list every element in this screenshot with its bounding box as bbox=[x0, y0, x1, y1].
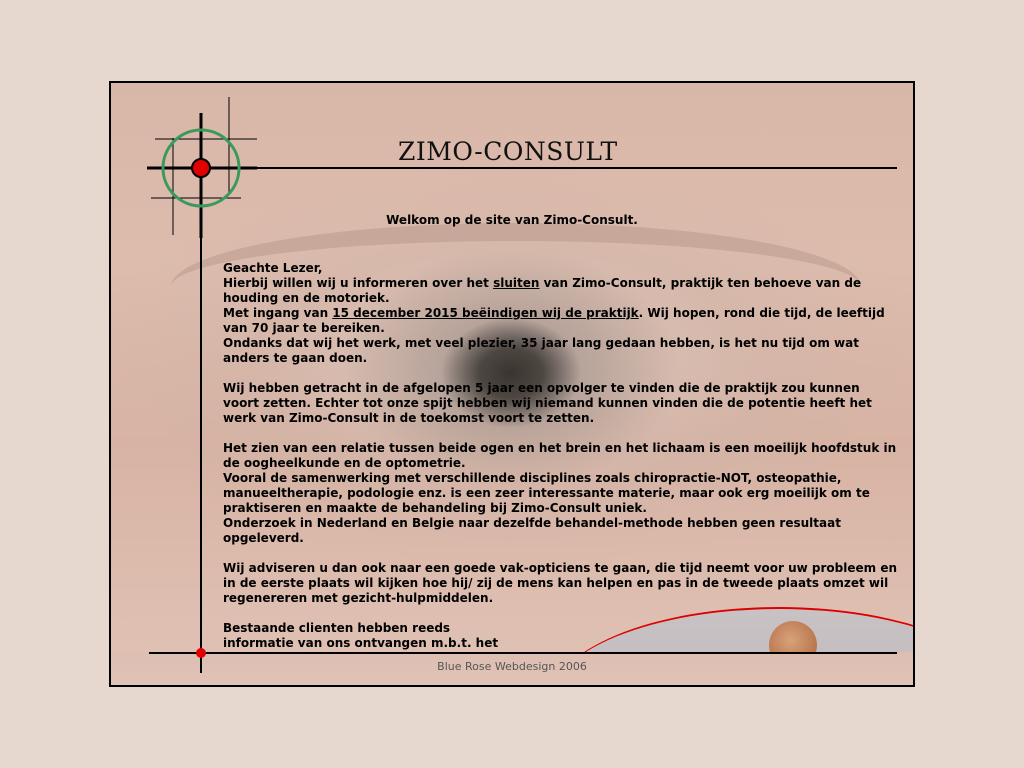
letter-text: van Zimo-Consult, praktijk ten behoeve van de houding en de motoriek. bbox=[223, 276, 862, 305]
page-frame bbox=[109, 81, 915, 687]
welcome-heading: Welkom op de site van Zimo-Consult. bbox=[386, 213, 638, 227]
crosshair-red-dot bbox=[192, 159, 210, 177]
site-title: ZIMO-CONSULT bbox=[398, 137, 618, 166]
letter-text: informatie van ons ontvangen m.b.t. het bbox=[223, 636, 499, 650]
letter-paragraph-intro bbox=[223, 261, 899, 366]
letter-text: Onderzoek in Nederland en Belgie naar dezelfde behandel-methode hebben geen resultaat opgeleverd. bbox=[223, 516, 841, 545]
salutation: Geachte Lezer, bbox=[223, 261, 323, 275]
letter-text: Ondanks dat wij het werk, met veel plezier, 35 jaar lang gedaan hebben, is het nu tijd om wat anders te gaan doen. bbox=[223, 336, 859, 365]
letter-text: Het zien van een relatie tussen beide ogen en het brein en het lichaam is een moeilijk hoofdstuk in de oogheelkunde en de optometrie. bbox=[223, 441, 897, 470]
letter-text: Bestaande clienten hebben reeds bbox=[223, 621, 451, 635]
crosshair-circle bbox=[163, 130, 239, 206]
letter-text: Hierbij willen wij u informeren over het bbox=[223, 276, 494, 290]
letter-text: . Wij hopen, rond die tijd, de leeftijd van 70 jaar te bereiken. bbox=[223, 306, 885, 335]
letter-text: Vooral de samenwerking met verschillende disciplines zoals chiropractie-NOT, osteopathie, manueeltherapie, podologie enz. is een zeer interessante materie, maar ook erg moeilijk om te praktiseren en maakte de behandeling bij Zimo-Consult uniek. bbox=[223, 471, 870, 515]
letter-paragraph-successor: Wij hebben getracht in de afgelopen 5 jaar een opvolger te vinden die de praktijk zou kunnen voort zetten. Echter tot onze spijt hebben wij niemand kunnen vinden die de potentie heeft het werk van Zimo-Consult in de toekomst voort te zetten. bbox=[223, 381, 872, 425]
letter-content bbox=[223, 261, 899, 650]
letter-paragraph-advice: Wij adviseren u dan ook naar een goede vak-opticiens te gaan, die tijd neemt voor uw probleem en in de eerste plaats wil kijken hoe hij/ zij de mens kan helpen en pas in de tweede plaats omzet wil regenereren met gezicht-hulpmiddelen. bbox=[223, 561, 898, 605]
closing-date-link[interactable]: 15 december 2015 beëindigen wij de praktijk bbox=[332, 306, 639, 320]
letter-paragraph-relation bbox=[223, 441, 899, 546]
footer-credit: Blue Rose Webdesign 2006 bbox=[437, 660, 587, 673]
sluiten-link[interactable]: sluiten bbox=[493, 276, 540, 290]
letter-text: Met ingang van bbox=[223, 306, 333, 320]
